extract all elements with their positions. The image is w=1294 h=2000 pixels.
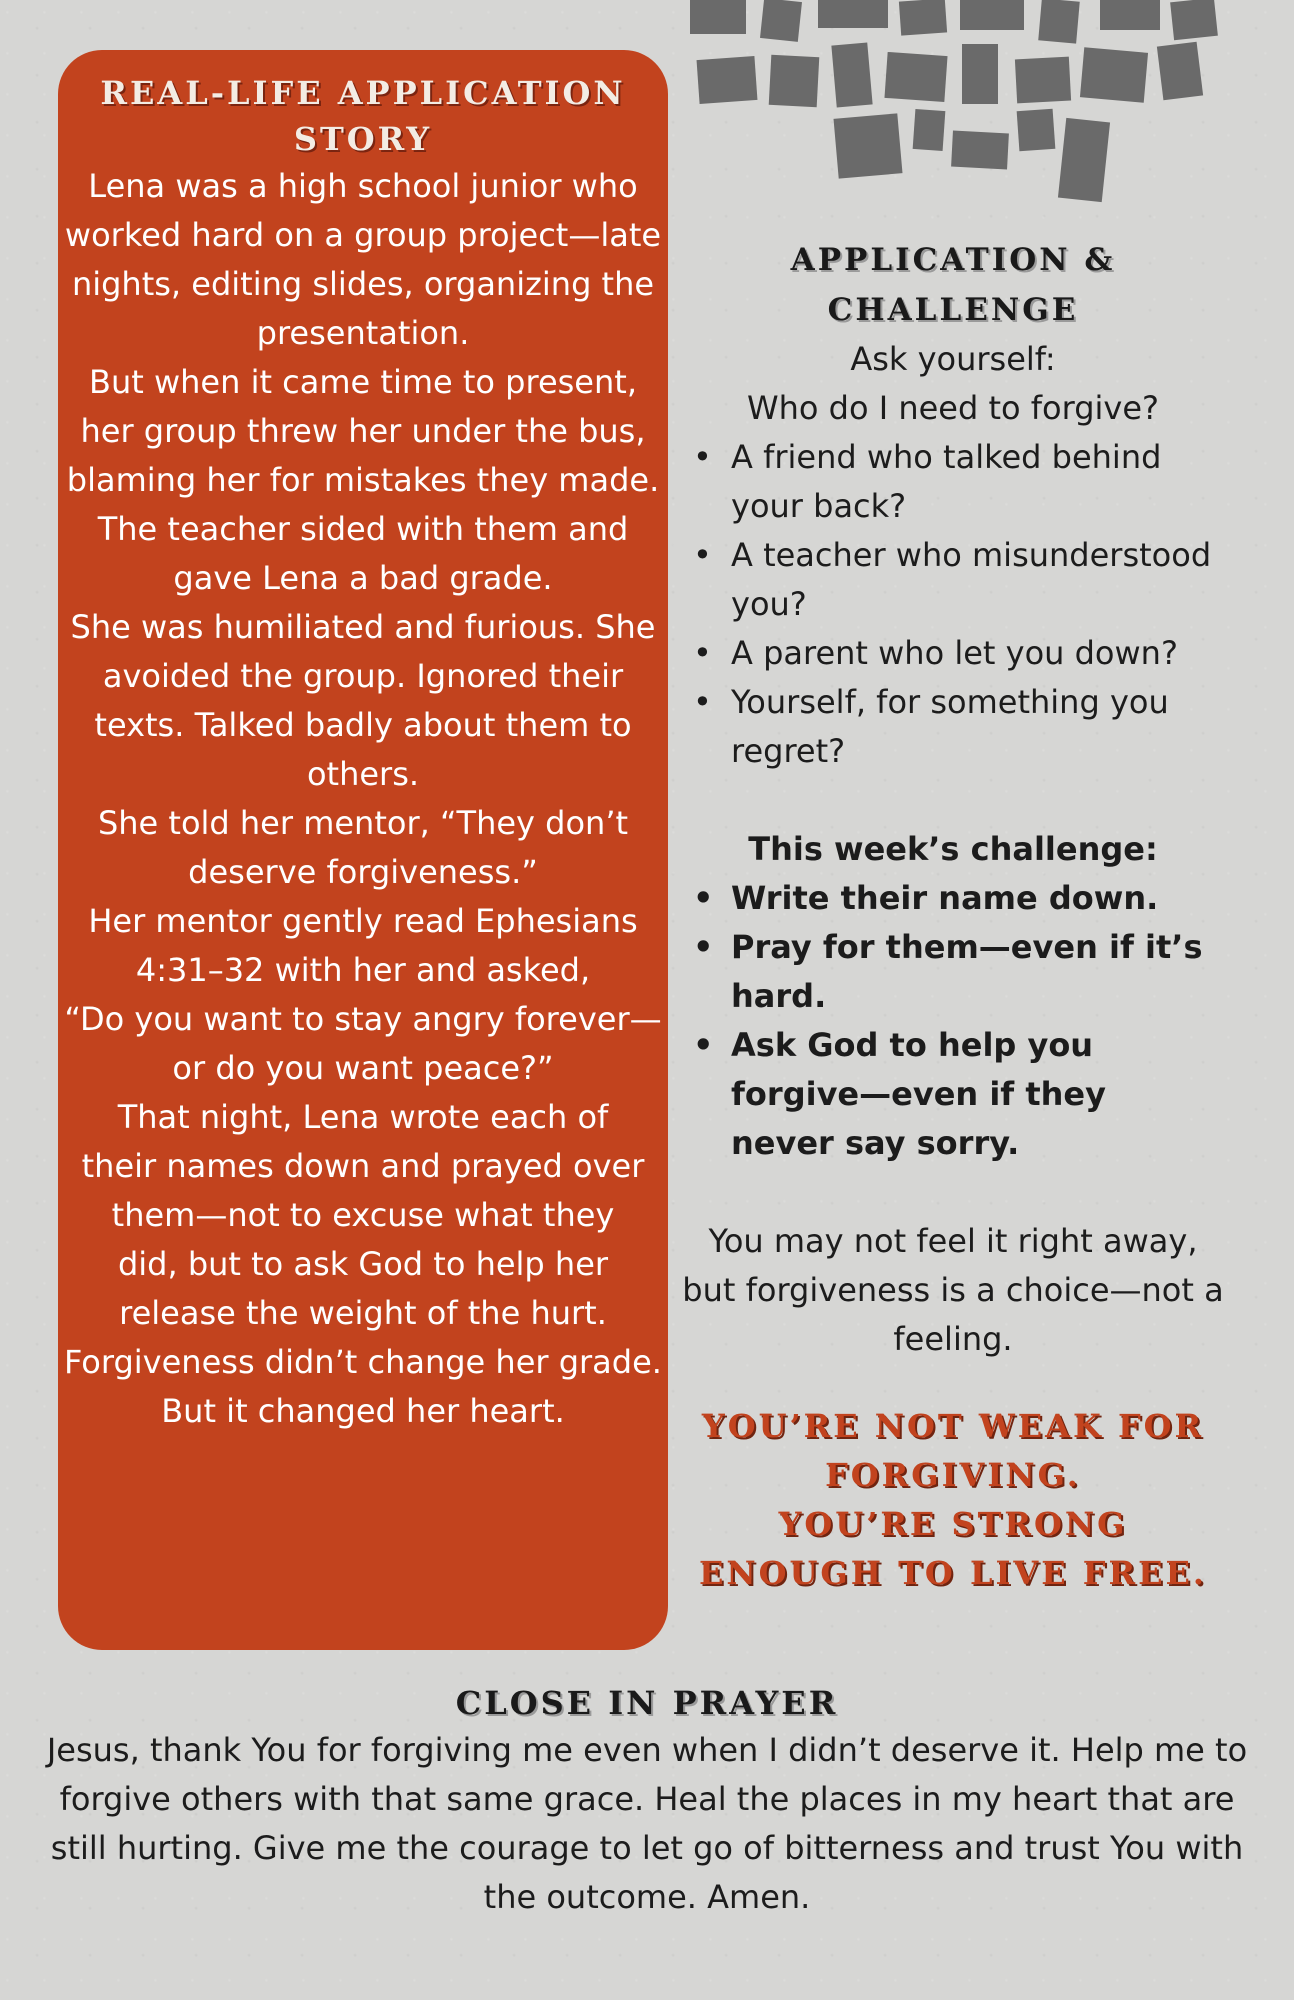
- story-paragraph: But when it came time to present, her group threw her under the bus, blaming her for mistakes they made. The teacher sided with them and gave Lena a bad grade.: [66, 363, 660, 597]
- application-title-line: CHALLENGE: [827, 292, 1079, 328]
- application-title: [678, 235, 1228, 335]
- story-body: [64, 162, 662, 1436]
- list-item: • A friend who talked behind your back?: [731, 433, 1228, 531]
- challenge-list: [678, 874, 1228, 1168]
- list-item: • A teacher who misunderstood you?: [731, 531, 1228, 629]
- application-title-line: APPLICATION &: [790, 242, 1116, 278]
- forgive-question: Who do I need to forgive?: [746, 389, 1160, 427]
- forgive-list: [678, 433, 1228, 776]
- ask-yourself-text: Ask yourself:: [850, 340, 1056, 378]
- story-paragraph: Forgiveness didn’t change her grade. But it changed her heart.: [64, 1343, 662, 1430]
- prayer-text: Jesus, thank You for forgiving me even when I didn’t deserve it. Help me to forgive others with that same grace. Heal the places in my heart that are still hurting. Give me the courage to let go of bitterness and trust You with the outcome. Amen.: [46, 1731, 1248, 1916]
- story-paragraph: She was humiliated and furious. She avoided the group. Ignored their texts. Talked badly about them to others.: [70, 608, 656, 793]
- story-paragraph: Lena was a high school junior who worked hard on a group project—late nights, editing slides, organizing the presentation.: [64, 167, 662, 352]
- story-title: [64, 70, 662, 162]
- story-card: [58, 50, 668, 1650]
- story-paragraph: “Do you want to stay angry forever—or do you want peace?”: [64, 1000, 662, 1087]
- decorative-mosaic: [690, 0, 1250, 215]
- story-title-line: STORY: [293, 120, 433, 158]
- challenge-heading: This week’s challenge:: [748, 830, 1158, 868]
- story-paragraph: She told her mentor, “They don’t deserve forgiveness.”: [97, 804, 629, 891]
- list-item: • Yourself, for something you regret?: [731, 678, 1228, 776]
- free-statement-line: YOU’RE STRONG: [778, 1505, 1128, 1543]
- application-section: [678, 235, 1228, 1598]
- prayer-section: [40, 1680, 1254, 1922]
- free-statement-line: ENOUGH TO LIVE FREE.: [698, 1554, 1207, 1592]
- challenge-item: • Write their name down.: [731, 874, 1228, 923]
- list-item: • A parent who let you down?: [731, 629, 1228, 678]
- story-paragraph: That night, Lena wrote each of their names down and prayed over them—not to excuse what they did, but to ask God to help her release the weight of the hurt.: [81, 1098, 645, 1332]
- story-paragraph: Her mentor gently read Ephesians 4:31–32 with her and asked,: [88, 902, 638, 989]
- challenge-item: • Ask God to help you forgive—even if they never say sorry.: [731, 1021, 1228, 1168]
- free-statement: [678, 1402, 1228, 1598]
- closing-text: You may not feel it right away, but forgiveness is a choice—not a feeling.: [682, 1222, 1224, 1358]
- challenge-item: • Pray for them—even if it’s hard.: [731, 923, 1228, 1021]
- prayer-title: CLOSE IN PRAYER: [455, 1684, 839, 1722]
- free-statement-line: FORGIVING.: [825, 1456, 1081, 1494]
- story-title-line: REAL-LIFE APPLICATION: [100, 74, 626, 112]
- free-statement-line: YOU’RE NOT WEAK FOR: [701, 1407, 1205, 1445]
